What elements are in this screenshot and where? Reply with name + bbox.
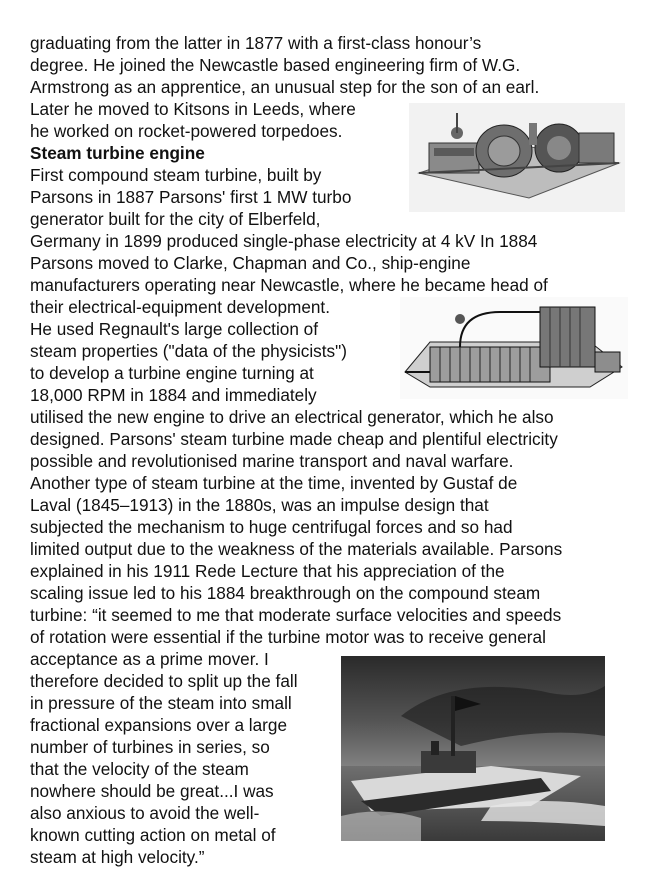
text-line: First compound steam turbine, built by	[30, 165, 322, 185]
text-line: explained in his 1911 Rede Lecture that his appreciation of the	[30, 561, 505, 581]
section-heading: Steam turbine engine	[30, 143, 205, 163]
turbinia-ship-photo	[341, 656, 605, 841]
text-line: possible and revolutionised marine transport and naval warfare.	[30, 451, 514, 471]
steam-turbine-drawing	[400, 297, 628, 399]
text-line: he worked on rocket-powered torpedoes.	[30, 121, 343, 141]
text-line: designed. Parsons' steam turbine made cheap and plentiful electricity	[30, 429, 558, 449]
text-line: Armstrong as an apprentice, an unusual step for the son of an earl.	[30, 77, 540, 97]
text-line: graduating from the latter in 1877 with a first-class honour’s	[30, 33, 482, 53]
text-line: generator built for the city of Elberfeld,	[30, 209, 321, 229]
text-line: utilised the new engine to drive an electrical generator, which he also	[30, 407, 554, 427]
text-line: scaling issue led to his 1884 breakthrough on the compound steam	[30, 583, 541, 603]
text-line: 18,000 RPM in 1884 and immediately	[30, 385, 317, 405]
text-line: limited output due to the weakness of the materials available. Parsons	[30, 539, 563, 559]
text-line: in pressure of the steam into small	[30, 693, 292, 713]
text-line: manufacturers operating near Newcastle, where he became head of	[30, 275, 548, 295]
text-line: also anxious to avoid the well-	[30, 803, 260, 823]
text-line: Parsons moved to Clarke, Chapman and Co., ship-engine	[30, 253, 471, 273]
text-line: their electrical-equipment development.	[30, 297, 330, 317]
text-line: Laval (1845–1913) in the 1880s, was an impulse design that	[30, 495, 489, 515]
text-line: therefore decided to split up the fall	[30, 671, 298, 691]
text-line: to develop a turbine engine turning at	[30, 363, 314, 383]
text-line: known cutting action on metal of	[30, 825, 276, 845]
text-line: of rotation were essential if the turbine motor was to receive general	[30, 627, 546, 647]
text-line: Parsons in 1887 Parsons' first 1 MW turbo	[30, 187, 352, 207]
text-line: Another type of steam turbine at the time, invented by Gustaf de	[30, 473, 518, 493]
text-line: degree. He joined the Newcastle based engineering firm of W.G.	[30, 55, 521, 75]
text-line: Germany in 1899 produced single-phase electricity at 4 kV In 1884	[30, 231, 538, 251]
text-line: subjected the mechanism to huge centrifugal forces and so had	[30, 517, 513, 537]
text-line: that the velocity of the steam	[30, 759, 249, 779]
text-line: steam at high velocity.”	[30, 847, 205, 867]
text-line: nowhere should be great...I was	[30, 781, 274, 801]
text-line: He used Regnault's large collection of	[30, 319, 318, 339]
text-line: number of turbines in series, so	[30, 737, 270, 757]
text-line: acceptance as a prime mover. I	[30, 649, 269, 669]
text-line: Later he moved to Kitsons in Leeds, where	[30, 99, 356, 119]
text-line: steam properties ("data of the physicists")	[30, 341, 347, 361]
text-line: turbine: “it seemed to me that moderate surface velocities and speeds	[30, 605, 562, 625]
turbo-generator-image	[409, 103, 625, 212]
text-line: fractional expansions over a large	[30, 715, 288, 735]
